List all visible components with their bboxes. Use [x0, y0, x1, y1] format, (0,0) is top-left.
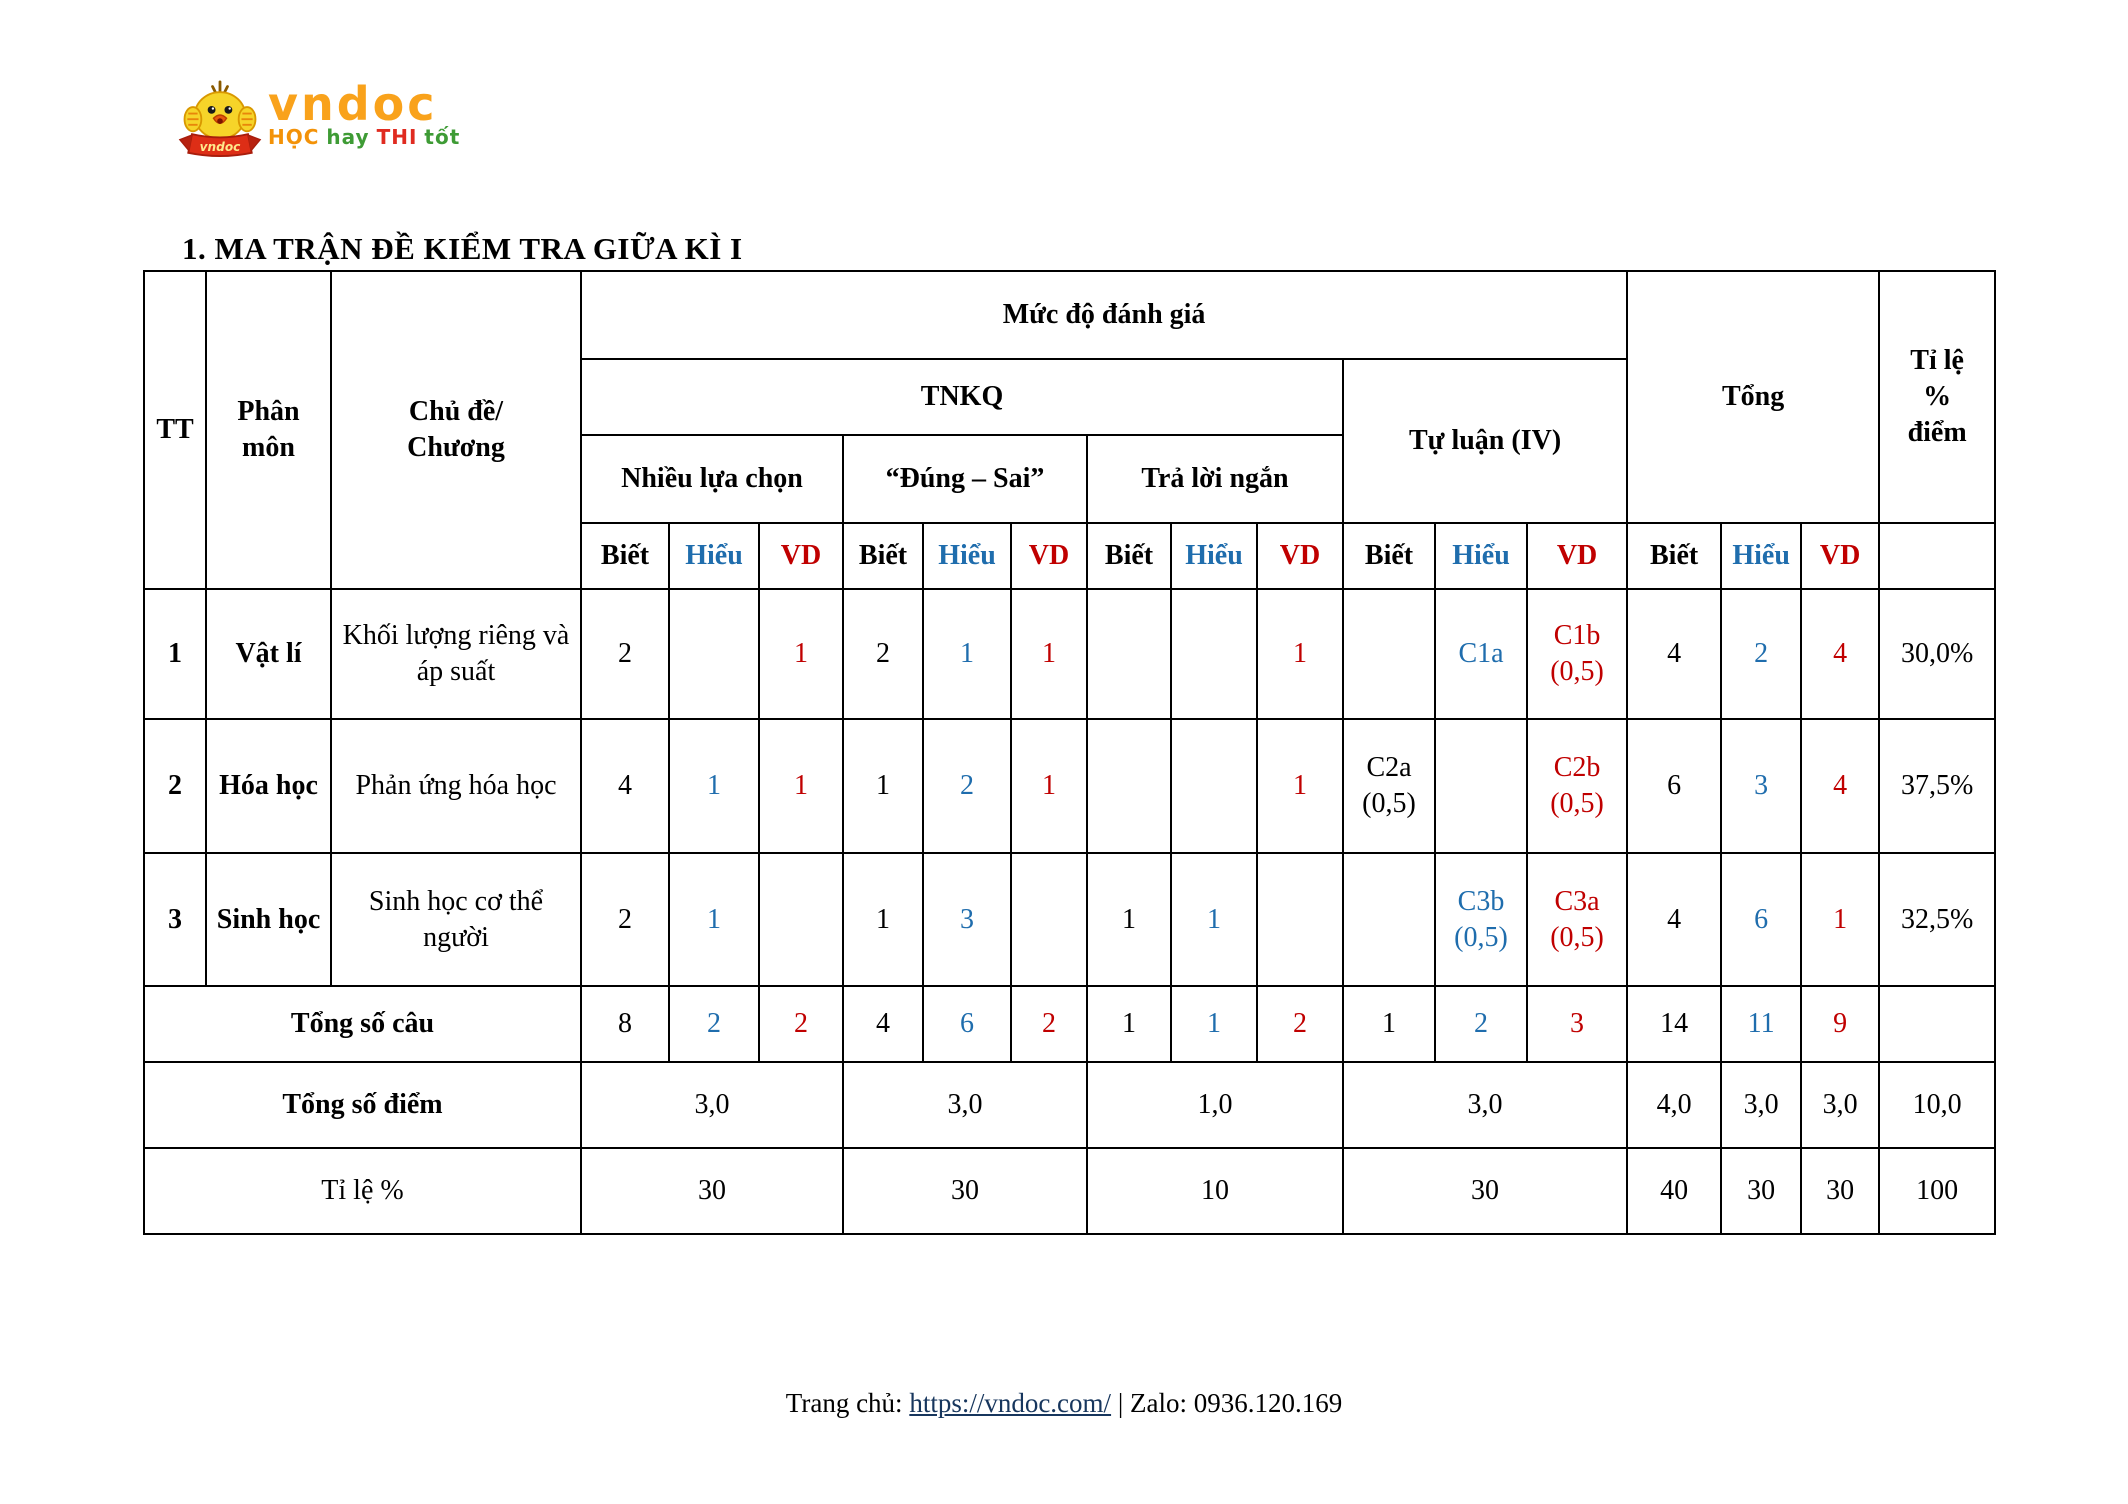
table-cell: 4 — [1801, 589, 1879, 719]
table-cell: 1 — [843, 853, 923, 986]
total-points-row — [144, 1062, 1995, 1148]
ribbon-text: vndoc — [199, 139, 241, 154]
table-row-vat-li — [144, 589, 1995, 719]
topic-cell: Phản ứng hóa học — [331, 719, 581, 853]
chu-de-line2: Chương — [407, 432, 505, 463]
table-cell: C1b (0,5) — [1527, 589, 1627, 719]
col-header-dung-sai: “Đúng – Sai” — [843, 435, 1087, 523]
percent-cell: 30,0% — [1879, 589, 1995, 719]
vndoc-logo — [178, 77, 467, 164]
table-cell: 4 — [1801, 719, 1879, 853]
footer-suffix: | Zalo: 0936.120.169 — [1111, 1388, 1343, 1418]
subject-cell: Vật lí — [206, 589, 331, 719]
table-cell: 30 — [843, 1148, 1087, 1234]
logo-brand-text: vndoc — [268, 77, 438, 131]
exam-matrix-table — [143, 270, 1996, 1235]
percent-cell: 10,0 — [1879, 1062, 1995, 1148]
table-cell: 6 — [923, 986, 1011, 1062]
col-header-tt: TT — [144, 271, 206, 589]
level-header-vd: VD — [1801, 523, 1879, 589]
level-header-hieu: Hiểu — [1171, 523, 1257, 589]
level-header-vd: VD — [759, 523, 843, 589]
col-header-muc-do-danh-gia: Mức độ đánh giá — [581, 271, 1627, 359]
table-cell: 3 — [923, 853, 1011, 986]
table-cell: 1,0 — [1087, 1062, 1343, 1148]
level-header-vd: VD — [1011, 523, 1087, 589]
subject-cell: Hóa học — [206, 719, 331, 853]
level-header-biet: Biết — [581, 523, 669, 589]
percent-row — [144, 1148, 1995, 1234]
table-cell: 1 — [843, 719, 923, 853]
table-cell: C3b (0,5) — [1435, 853, 1527, 986]
percent-cell: 100 — [1879, 1148, 1995, 1234]
table-cell: 1 — [1801, 853, 1879, 986]
table-cell: 1 — [1257, 719, 1343, 853]
level-header-vd: VD — [1257, 523, 1343, 589]
table-cell — [1171, 589, 1257, 719]
table-cell: 2 — [1257, 986, 1343, 1062]
table-cell: 4 — [1627, 853, 1721, 986]
table-cell: 30 — [1721, 1148, 1801, 1234]
table-cell: 4 — [843, 986, 923, 1062]
table-cell: 1 — [1171, 853, 1257, 986]
table-cell: 6 — [1627, 719, 1721, 853]
table-cell: C2b (0,5) — [1527, 719, 1627, 853]
table-cell: 30 — [1801, 1148, 1879, 1234]
subject-cell: Sinh học — [206, 853, 331, 986]
total-questions-label: Tổng số câu — [144, 986, 581, 1062]
logo-tagline — [268, 126, 467, 148]
table-cell: C1a — [1435, 589, 1527, 719]
level-header-hieu: Hiểu — [1721, 523, 1801, 589]
table-cell: 1 — [1011, 719, 1087, 853]
level-header-empty — [1879, 523, 1995, 589]
table-cell: 10 — [1087, 1148, 1343, 1234]
col-header-phan-mon: Phân môn — [206, 271, 331, 589]
level-header-hieu: Hiểu — [923, 523, 1011, 589]
tagline-word-thi: THI — [376, 125, 418, 149]
footer-prefix: Trang chủ: — [785, 1388, 910, 1418]
table-cell: 40 — [1627, 1148, 1721, 1234]
ti-le-line1: Tỉ lệ — [1910, 345, 1964, 377]
total-questions-row — [144, 986, 1995, 1062]
topic-cell: Khối lượng riêng và áp suất — [331, 589, 581, 719]
percent-cell: 32,5% — [1879, 853, 1995, 986]
table-row-hoa-hoc — [144, 719, 1995, 853]
table-cell: C2a (0,5) — [1343, 719, 1435, 853]
table-cell: 3,0 — [1721, 1062, 1801, 1148]
tagline-word-hay: hay — [326, 125, 370, 149]
table-cell: 2 — [1721, 589, 1801, 719]
table-cell: 1 — [1087, 986, 1171, 1062]
page-footer — [0, 1388, 2128, 1419]
level-header-hieu: Hiểu — [669, 523, 759, 589]
level-header-biet: Biết — [1343, 523, 1435, 589]
table-cell: 1 — [759, 589, 843, 719]
tagline-word-tot: tốt — [424, 125, 461, 149]
col-header-chu-de — [331, 271, 581, 589]
table-cell: 1 — [1343, 986, 1435, 1062]
percent-row-label: Tỉ lệ % — [144, 1148, 581, 1234]
table-cell: 2 — [669, 986, 759, 1062]
topic-cell: Sinh học cơ thể người — [331, 853, 581, 986]
col-header-tra-loi-ngan: Trả lời ngắn — [1087, 435, 1343, 523]
level-header-biet: Biết — [1087, 523, 1171, 589]
col-header-tu-luan: Tự luận (IV) — [1343, 359, 1627, 523]
table-cell: 11 — [1721, 986, 1801, 1062]
table-cell: 3,0 — [843, 1062, 1087, 1148]
table-cell — [1011, 853, 1087, 986]
table-cell — [1257, 853, 1343, 986]
page-title: 1. MA TRẬN ĐỀ KIỂM TRA GIỮA KÌ I — [182, 231, 743, 266]
table-cell: 4,0 — [1627, 1062, 1721, 1148]
table-cell: 2 — [759, 986, 843, 1062]
table-cell: 3,0 — [1801, 1062, 1879, 1148]
level-header-hieu: Hiểu — [1435, 523, 1527, 589]
table-cell: 30 — [1343, 1148, 1627, 1234]
row-number: 1 — [144, 589, 206, 719]
table-cell: 2 — [923, 719, 1011, 853]
table-cell — [1435, 719, 1527, 853]
row-number: 2 — [144, 719, 206, 853]
percent-cell — [1879, 986, 1995, 1062]
col-header-tnkq: TNKQ — [581, 359, 1343, 435]
table-cell — [759, 853, 843, 986]
table-row-sinh-hoc — [144, 853, 1995, 986]
table-cell: 3,0 — [1343, 1062, 1627, 1148]
table-cell: 8 — [581, 986, 669, 1062]
percent-cell: 37,5% — [1879, 719, 1995, 853]
table-cell: 1 — [1257, 589, 1343, 719]
chick-mascot-icon — [178, 80, 262, 164]
table-cell: 1 — [923, 589, 1011, 719]
table-cell: 9 — [1801, 986, 1879, 1062]
table-cell — [1343, 589, 1435, 719]
table-cell — [1087, 589, 1171, 719]
col-header-nhieu-lua-chon: Nhiều lựa chọn — [581, 435, 843, 523]
level-header-biet: Biết — [843, 523, 923, 589]
table-cell: 1 — [669, 719, 759, 853]
table-cell: 30 — [581, 1148, 843, 1234]
total-points-label: Tổng số điểm — [144, 1062, 581, 1148]
table-cell: 1 — [669, 853, 759, 986]
table-cell: 2 — [581, 589, 669, 719]
table-cell: 2 — [1011, 986, 1087, 1062]
logo-text-block — [268, 77, 467, 149]
table-cell: 3 — [1721, 719, 1801, 853]
table-cell: 14 — [1627, 986, 1721, 1062]
table-cell: 6 — [1721, 853, 1801, 986]
table-cell — [669, 589, 759, 719]
col-header-ti-le — [1879, 271, 1995, 523]
tagline-word-hoc: HỌC — [268, 125, 320, 149]
level-header-vd: VD — [1527, 523, 1627, 589]
chu-de-line1: Chủ đề/ — [408, 396, 504, 428]
table-cell: 2 — [1435, 986, 1527, 1062]
table-cell: 4 — [1627, 589, 1721, 719]
table-cell: C3a (0,5) — [1527, 853, 1627, 986]
table-cell — [1343, 853, 1435, 986]
col-header-tong: Tổng — [1627, 271, 1879, 523]
table-cell: 4 — [581, 719, 669, 853]
table-cell — [1087, 719, 1171, 853]
table-cell: 3,0 — [581, 1062, 843, 1148]
table-cell: 3 — [1527, 986, 1627, 1062]
table-cell: 1 — [1171, 986, 1257, 1062]
table-cell: 2 — [581, 853, 669, 986]
homepage-link[interactable]: https://vndoc.com/ — [909, 1388, 1112, 1418]
table-cell: 1 — [759, 719, 843, 853]
table-cell: 1 — [1087, 853, 1171, 986]
ti-le-line2: % — [1923, 381, 1952, 413]
table-cell — [1171, 719, 1257, 853]
table-cell: 1 — [1011, 589, 1087, 719]
table-cell: 2 — [843, 589, 923, 719]
level-header-biet: Biết — [1627, 523, 1721, 589]
row-number: 3 — [144, 853, 206, 986]
ti-le-line3: điểm — [1907, 416, 1967, 448]
